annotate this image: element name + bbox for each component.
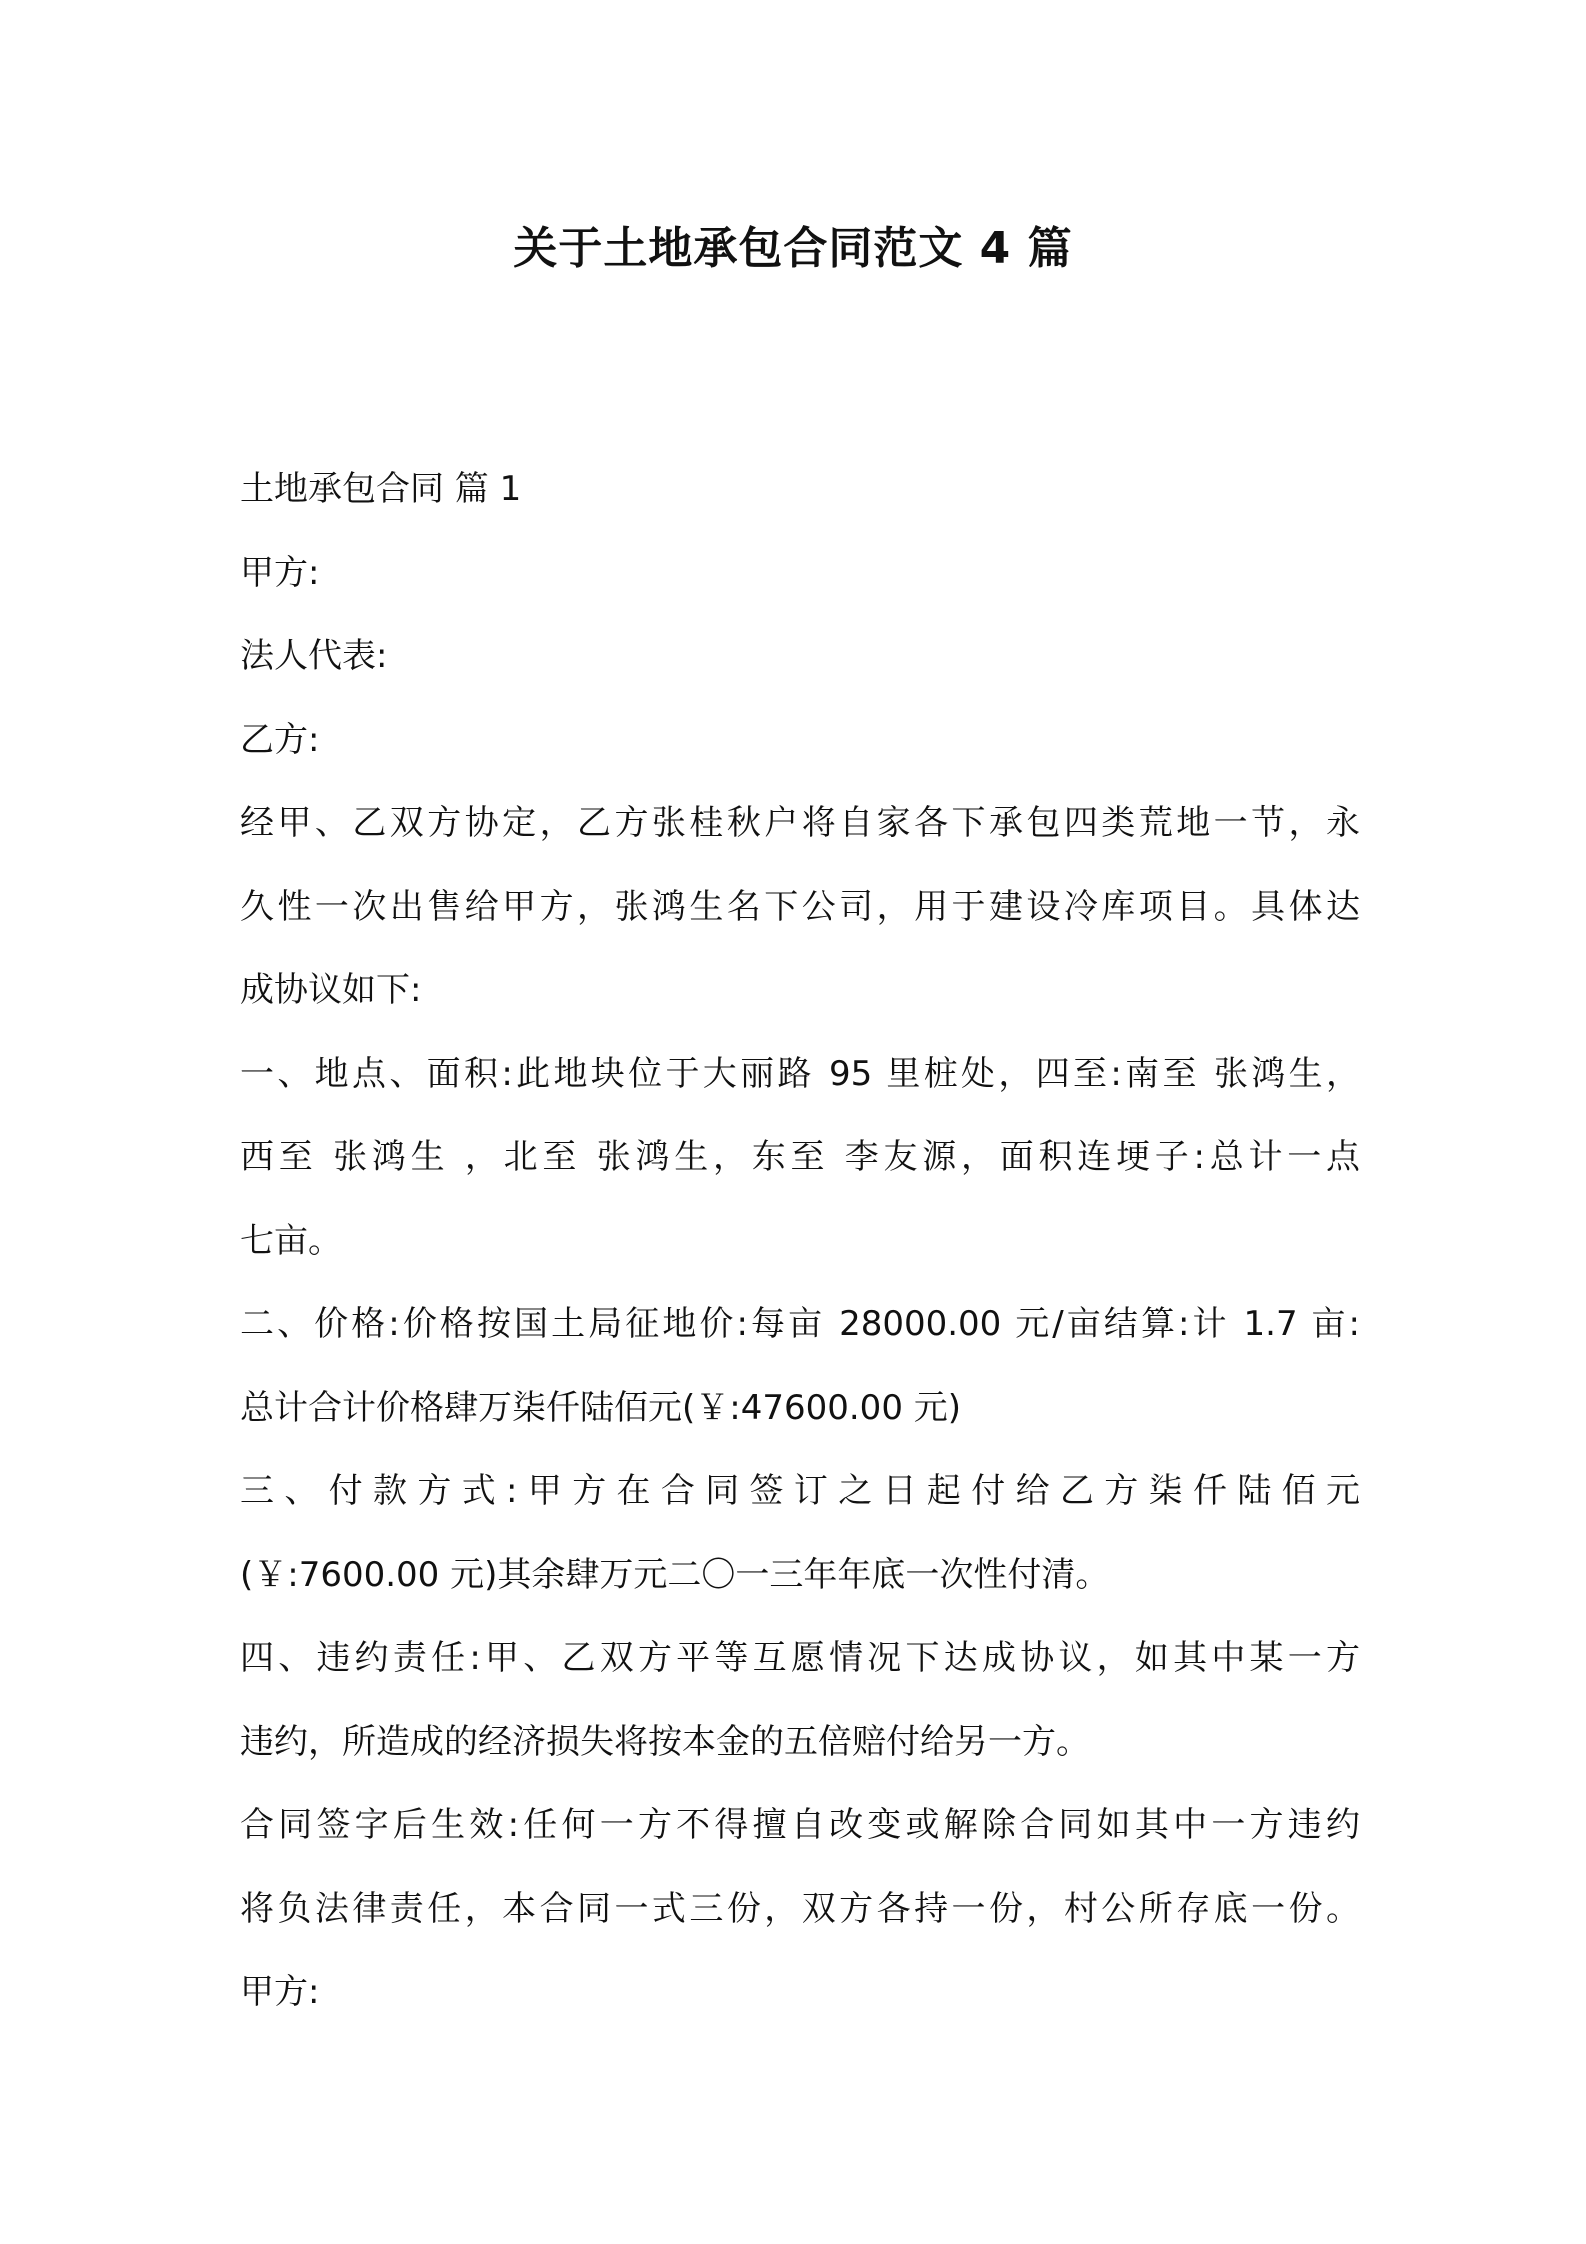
clause-4-line: 违约，所造成的经济损失将按本金的五倍赔付给另一方。 [240, 1721, 1090, 1762]
clause-2-line: 总计合计价格肆万柒仟陆佰元(￥:47600.00 元) [240, 1387, 962, 1428]
clause-3-line: (￥:7600.00 元)其余肆万元二〇一三年年底一次性付清。 [240, 1554, 1110, 1595]
paragraph-line: 久性一次出售给甲方，张鸿生名下公司，用于建设冷库项目。具体达 [240, 886, 1360, 927]
party-a-signature-label: 甲方: [240, 1972, 320, 2012]
clause-2-line: 二、价格:价格按国土局征地价:每亩 28000.00 元/亩结算:计 1.7 亩: [240, 1304, 1360, 1344]
paragraph-line: 成协议如下: [240, 970, 422, 1010]
party-b-label: 乙方: [240, 719, 320, 760]
document-body [240, 448, 1360, 2035]
clause-4-line: 四、违约责任:甲、乙双方平等互愿情况下达成协议，如其中某一方 [240, 1638, 1360, 1678]
party-a-label: 甲方: [240, 552, 320, 593]
clause-1-line: 七亩。 [240, 1220, 342, 1261]
clause-3-line: 三、付款方式:甲方在合同签订之日起付给乙方柒仟陆佰元 [240, 1471, 1360, 1511]
effectiveness-line: 将负法律责任，本合同一式三份，双方各持一份，村公所存底一份。 [240, 1888, 1360, 1929]
clause-1-line: 西至 张鸿生 ，北至 张鸿生，东至 李友源，面积连埂子:总计一点 [240, 1137, 1360, 1177]
section-heading: 土地承包合同 篇 1 [240, 469, 522, 509]
document-title: 关于土地承包合同范文 4 篇 [513, 223, 1073, 274]
clause-1-line: 一、地点、面积:此地块位于大丽路 95 里桩处，四至:南至 张鸿生， [240, 1053, 1360, 1094]
paragraph-line: 经甲、乙双方协定，乙方张桂秋户将自家各下承包四类荒地一节，永 [240, 803, 1360, 843]
effectiveness-line: 合同签字后生效:任何一方不得擅自改变或解除合同如其中一方违约 [240, 1805, 1360, 1845]
legal-representative-label: 法人代表: [240, 636, 388, 676]
